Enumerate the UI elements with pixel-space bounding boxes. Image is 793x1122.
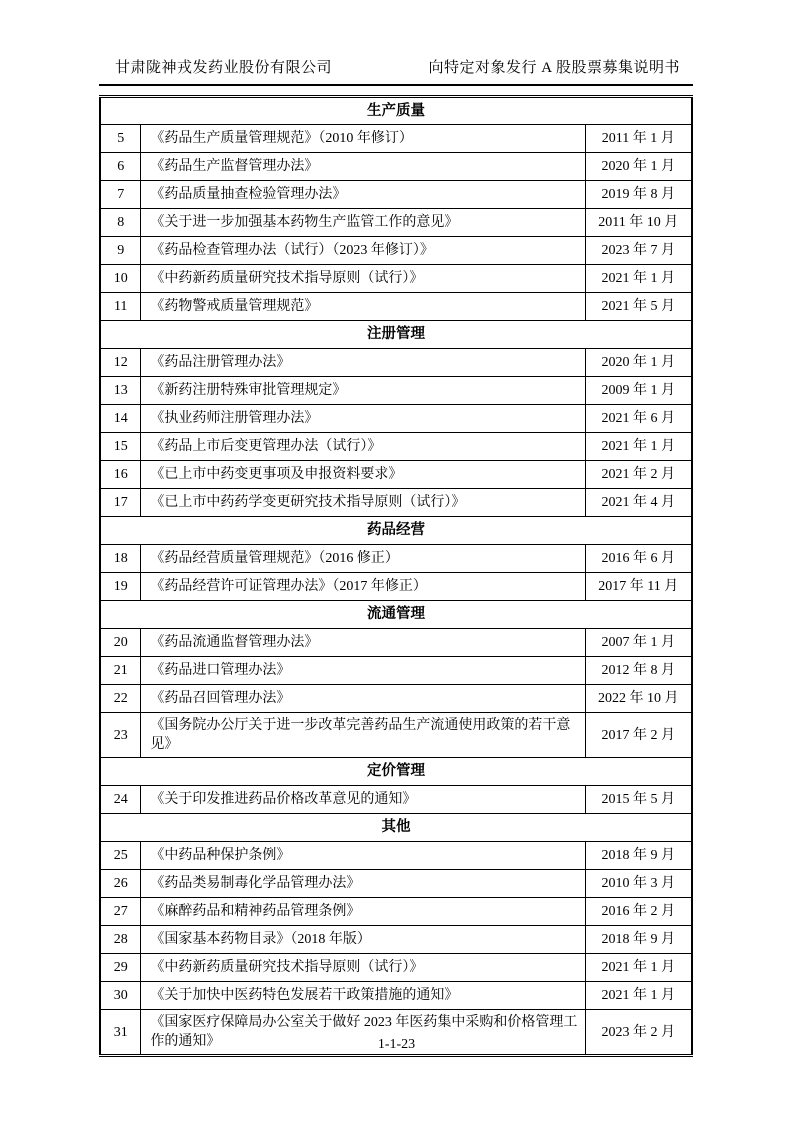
row-number-cell: 29 [100,954,141,982]
effective-date-cell: 2022 年 10 月 [585,685,692,713]
table-row [100,982,692,1010]
effective-date-cell: 2016 年 6 月 [585,545,692,573]
regulation-name-cell: 《药品生产监督管理办法》 [141,153,585,181]
row-number-cell: 20 [100,629,141,657]
table-row [100,926,692,954]
doc-header [99,56,693,86]
table-row [100,293,692,321]
section-title: 药品经营 [100,517,692,545]
effective-date-cell: 2021 年 1 月 [585,265,692,293]
row-number-cell: 22 [100,685,141,713]
table-row [100,377,692,405]
effective-date-cell: 2007 年 1 月 [585,629,692,657]
regulations-table [99,95,693,1057]
regulation-name-cell: 《已上市中药变更事项及申报资料要求》 [141,461,585,489]
effective-date-cell: 2021 年 4 月 [585,489,692,517]
regulations-table-body [100,97,692,1056]
table-row [100,405,692,433]
regulation-name-cell: 《药品注册管理办法》 [141,349,585,377]
row-number-cell: 18 [100,545,141,573]
regulation-name-cell: 《药品进口管理办法》 [141,657,585,685]
regulation-name-cell: 《药品经营质量管理规范》（2016 修正） [141,545,585,573]
effective-date-cell: 2021 年 1 月 [585,954,692,982]
regulation-name-cell: 《已上市中药药学变更研究技术指导原则（试行）》 [141,489,585,517]
section-header-row [100,758,692,786]
table-row [100,349,692,377]
effective-date-cell: 2010 年 3 月 [585,870,692,898]
section-header-row [100,321,692,349]
table-row [100,685,692,713]
regulation-name-cell: 《药品类易制毒化学品管理办法》 [141,870,585,898]
row-number-cell: 7 [100,181,141,209]
effective-date-cell: 2018 年 9 月 [585,926,692,954]
regulation-name-cell: 《中药品种保护条例》 [141,842,585,870]
table-row [100,433,692,461]
table-row [100,209,692,237]
effective-date-cell: 2018 年 9 月 [585,842,692,870]
section-title: 生产质量 [100,97,692,125]
table-row [100,629,692,657]
regulation-name-cell: 《中药新药质量研究技术指导原则（试行）》 [141,954,585,982]
row-number-cell: 17 [100,489,141,517]
effective-date-cell: 2017 年 11 月 [585,573,692,601]
table-row [100,265,692,293]
row-number-cell: 12 [100,349,141,377]
section-header-row [100,601,692,629]
regulation-name-cell: 《药品经营许可证管理办法》（2017 年修正） [141,573,585,601]
effective-date-cell: 2021 年 1 月 [585,982,692,1010]
document-title: 向特定对象发行 A 股股票募集说明书 [428,60,680,76]
row-number-cell: 8 [100,209,141,237]
row-number-cell: 13 [100,377,141,405]
regulation-name-cell: 《药品召回管理办法》 [141,685,585,713]
effective-date-cell: 2021 年 6 月 [585,405,692,433]
effective-date-cell: 2015 年 5 月 [585,786,692,814]
table-row [100,489,692,517]
table-row [100,870,692,898]
row-number-cell: 30 [100,982,141,1010]
row-number-cell: 14 [100,405,141,433]
effective-date-cell: 2021 年 5 月 [585,293,692,321]
regulation-name-cell: 《新药注册特殊审批管理规定》 [141,377,585,405]
effective-date-cell: 2020 年 1 月 [585,153,692,181]
regulation-name-cell: 《执业药师注册管理办法》 [141,405,585,433]
regulation-name-cell: 《麻醉药品和精神药品管理条例》 [141,898,585,926]
table-row [100,181,692,209]
effective-date-cell: 2011 年 10 月 [585,209,692,237]
table-row [100,786,692,814]
table-row [100,842,692,870]
table-row [100,153,692,181]
section-header-row [100,814,692,842]
regulation-name-cell: 《药品质量抽查检验管理办法》 [141,181,585,209]
row-number-cell: 19 [100,573,141,601]
row-number-cell: 15 [100,433,141,461]
company-name: 甘肃陇神戎发药业股份有限公司 [115,60,333,76]
table-row [100,898,692,926]
regulation-name-cell: 《关于加快中医药特色发展若干政策措施的通知》 [141,982,585,1010]
regulation-name-cell: 《中药新药质量研究技术指导原则（试行）》 [141,265,585,293]
effective-date-cell: 2012 年 8 月 [585,657,692,685]
row-number-cell: 25 [100,842,141,870]
effective-date-cell: 2017 年 2 月 [585,713,692,758]
regulation-name-cell: 《药品检查管理办法（试行）（2023 年修订）》 [141,237,585,265]
table-row [100,461,692,489]
table-row [100,657,692,685]
effective-date-cell: 2011 年 1 月 [585,125,692,153]
row-number-cell: 24 [100,786,141,814]
row-number-cell: 11 [100,293,141,321]
effective-date-cell: 2021 年 1 月 [585,433,692,461]
table-row [100,237,692,265]
effective-date-cell: 2019 年 8 月 [585,181,692,209]
regulation-name-cell: 《国务院办公厅关于进一步改革完善药品生产流通使用政策的若干意见》 [141,713,585,758]
effective-date-cell: 2023 年 2 月 [585,1010,692,1056]
effective-date-cell: 2020 年 1 月 [585,349,692,377]
effective-date-cell: 2021 年 2 月 [585,461,692,489]
table-row [100,573,692,601]
regulation-name-cell: 《关于进一步加强基本药物生产监管工作的意见》 [141,209,585,237]
row-number-cell: 5 [100,125,141,153]
regulation-name-cell: 《关于印发推进药品价格改革意见的通知》 [141,786,585,814]
table-row [100,545,692,573]
regulation-name-cell: 《药品上市后变更管理办法（试行）》 [141,433,585,461]
page-number: 1-1-23 [377,1037,416,1052]
effective-date-cell: 2009 年 1 月 [585,377,692,405]
row-number-cell: 6 [100,153,141,181]
regulation-name-cell: 《国家基本药物目录》（2018 年版） [141,926,585,954]
table-row [100,954,692,982]
row-number-cell: 27 [100,898,141,926]
regulation-name-cell: 《药物警戒质量管理规范》 [141,293,585,321]
regulation-name-cell: 《药品流通监督管理办法》 [141,629,585,657]
effective-date-cell: 2016 年 2 月 [585,898,692,926]
row-number-cell: 28 [100,926,141,954]
row-number-cell: 9 [100,237,141,265]
section-title: 其他 [100,814,692,842]
row-number-cell: 10 [100,265,141,293]
section-title: 流通管理 [100,601,692,629]
table-row [100,125,692,153]
effective-date-cell: 2023 年 7 月 [585,237,692,265]
row-number-cell: 26 [100,870,141,898]
section-title: 注册管理 [100,321,692,349]
section-title: 定价管理 [100,758,692,786]
row-number-cell: 23 [100,713,141,758]
row-number-cell: 31 [100,1010,141,1056]
row-number-cell: 16 [100,461,141,489]
section-header-row [100,97,692,125]
section-header-row [100,517,692,545]
table-row [100,713,692,758]
regulation-name-cell: 《药品生产质量管理规范》（2010 年修订） [141,125,585,153]
regulation-name-cell: 《国家医疗保障局办公室关于做好 2023 年医药集中采购和价格管理工作的通知》 [141,1010,585,1056]
row-number-cell: 21 [100,657,141,685]
